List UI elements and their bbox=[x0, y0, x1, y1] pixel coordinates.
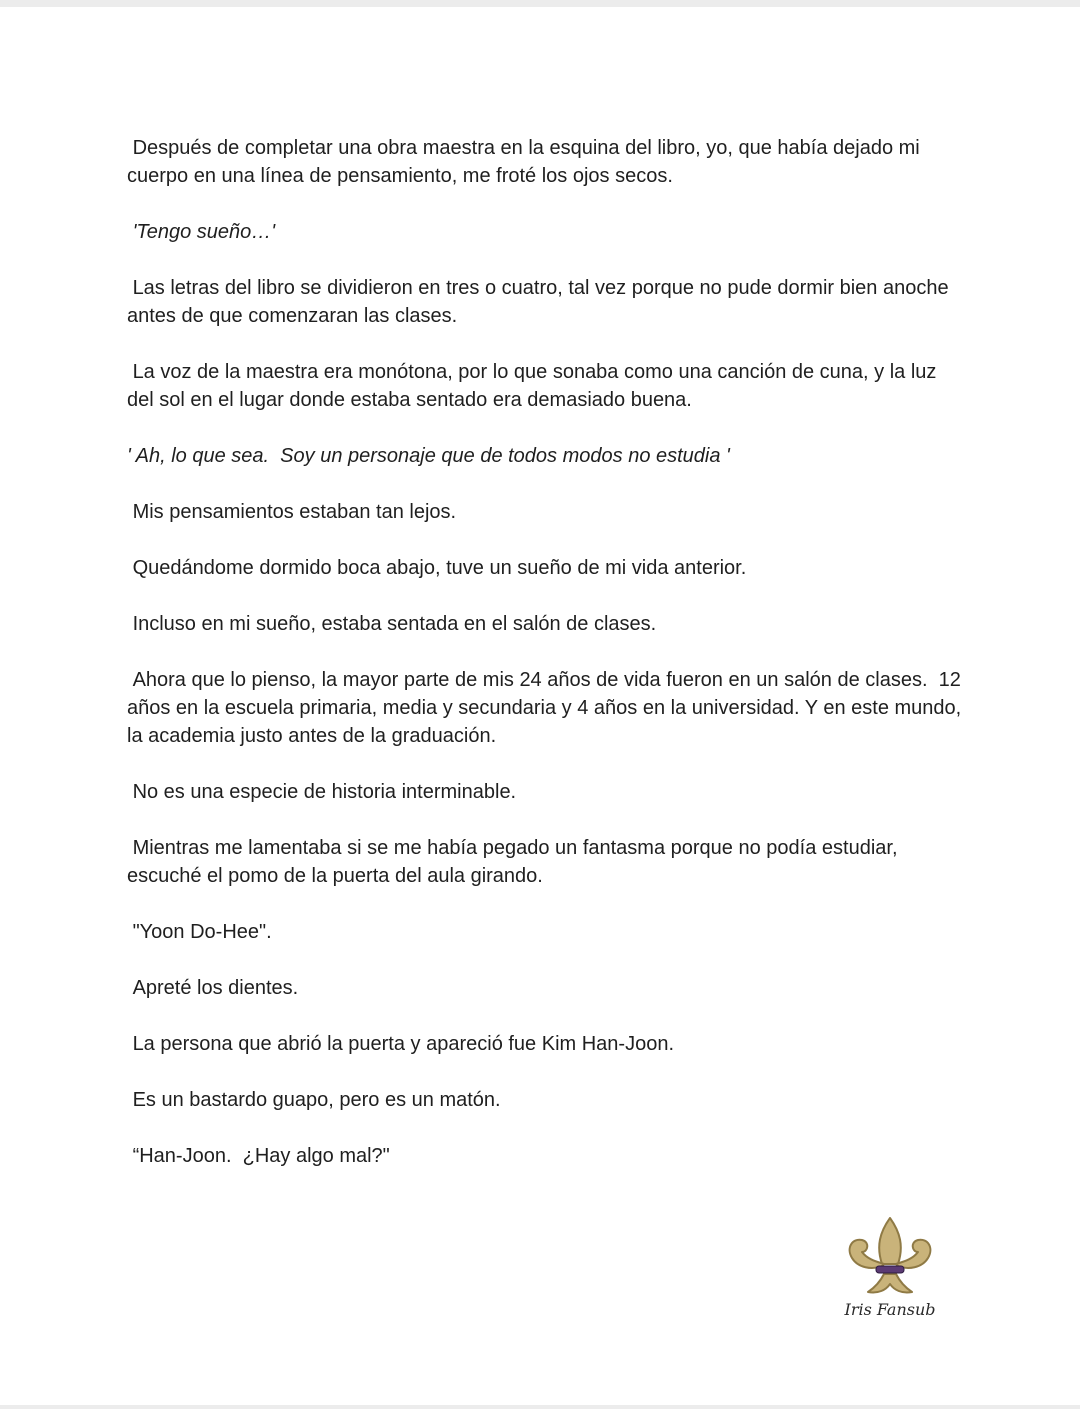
watermark-text: Iris Fansub bbox=[844, 1300, 936, 1319]
paragraph-10: No es una especie de historia interminable. bbox=[127, 781, 517, 803]
paragraph-14: La persona que abrió la puerta y apareció fue Kim Han-Joon. bbox=[127, 1033, 675, 1055]
paragraph-16: “Han-Joon. ¿Hay algo mal?" bbox=[127, 1145, 390, 1167]
paragraph-6: Mis pensamientos estaban tan lejos. bbox=[127, 501, 457, 523]
paragraph-12: "Yoon Do-Hee". bbox=[127, 921, 272, 943]
paragraph-9: Ahora que lo pienso, la mayor parte de mis 24 años de vida fueron en un salón de clases. 12 años en la escuela primaria, media y secundaria y 4 años en la universidad. Y en este mundo, la academia justo antes de la graduación. bbox=[127, 669, 967, 747]
document-body bbox=[127, 134, 967, 1198]
paragraph-11: Mientras me lamentaba si se me había pegado un fantasma porque no podía estudiar, escuché el pomo de la puerta del aula girando. bbox=[127, 837, 904, 887]
top-border bbox=[0, 0, 1080, 7]
paragraph-4: La voz de la maestra era monótona, por lo que sonaba como una canción de cuna, y la luz del sol en el lugar donde estaba sentado era demasiado buena. bbox=[127, 361, 942, 411]
paragraph-15: Es un bastardo guapo, pero es un matón. bbox=[127, 1089, 501, 1111]
paragraph-1: Después de completar una obra maestra en la esquina del libro, yo, que había dejado mi cuerpo en una línea de pensamiento, me froté los ojos secos. bbox=[127, 137, 926, 187]
paragraph-8: Incluso en mi sueño, estaba sentada en el salón de clases. bbox=[127, 613, 657, 635]
bottom-border bbox=[0, 1405, 1080, 1409]
paragraph-2: 'Tengo sueño…' bbox=[127, 221, 276, 243]
paragraph-5: ' Ah, lo que sea. Soy un personaje que de todos modos no estudia ' bbox=[127, 445, 730, 467]
paragraph-3: Las letras del libro se dividieron en tres o cuatro, tal vez porque no pude dormir bien anoche antes de que comenzaran las clases. bbox=[127, 277, 955, 327]
paragraph-13: Apreté los dientes. bbox=[127, 977, 299, 999]
paragraph-7: Quedándome dormido boca abajo, tuve un sueño de mi vida anterior. bbox=[127, 557, 747, 579]
